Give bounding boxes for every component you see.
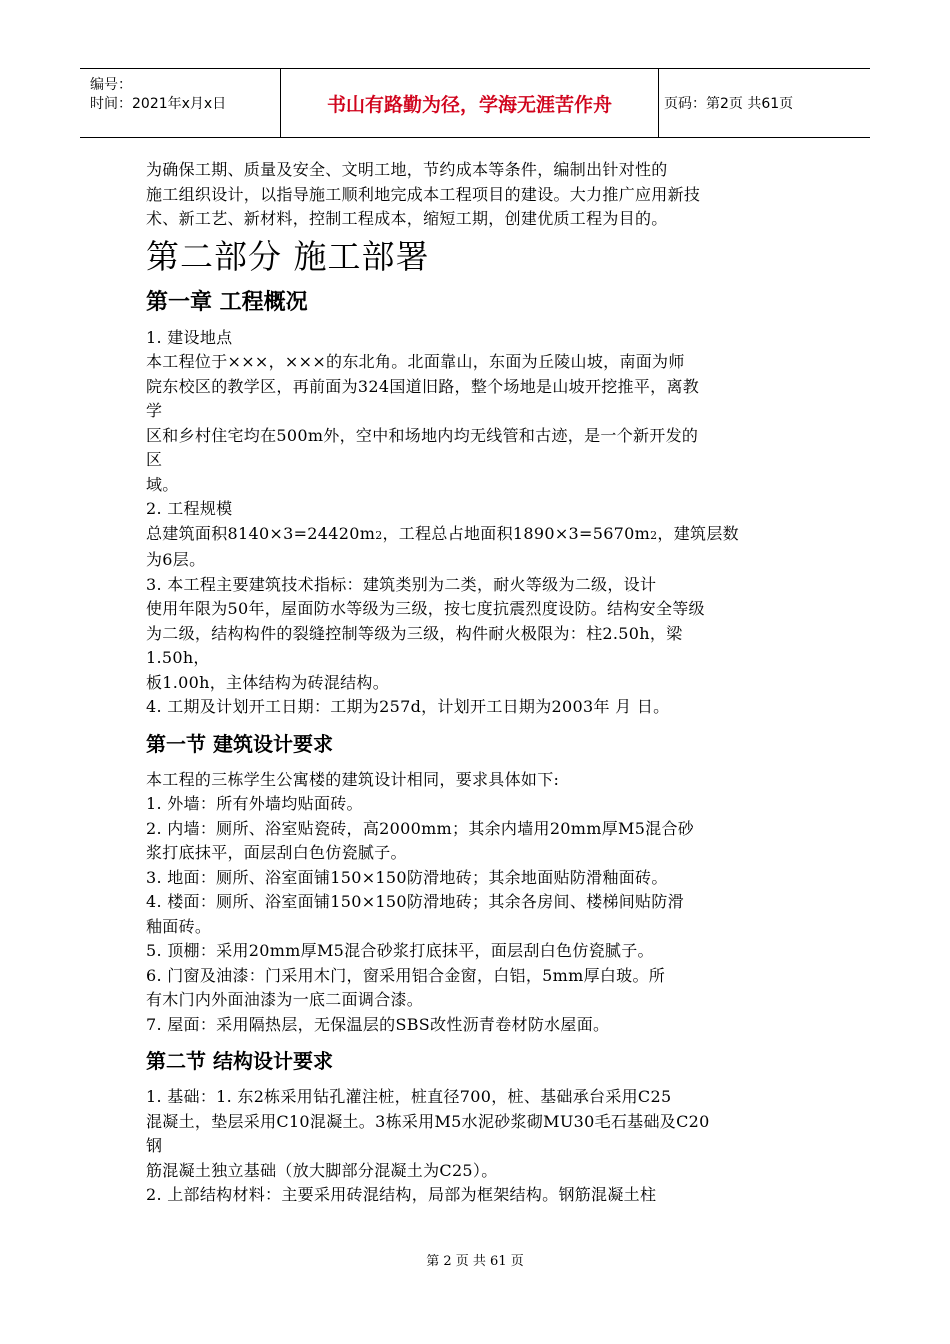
part-title: 第二部分 施工部署 — [146, 236, 430, 276]
intro-line: 施工组织设计，以指导施工顺利地完成本工程项目的建设。大力推广应用新技 — [146, 184, 701, 204]
intro-line: 术、新工艺、新材料，控制工程成本，缩短工期，创建优质工程为目的。 — [146, 209, 668, 228]
overview-line: 使用年限为50年，屋面防水等级为三级，按七度抗震烈度设防。结构安全等级 — [146, 599, 705, 618]
section-line: 7. 屋面：采用隔热层，无保温层的SBS改性沥青卷材防水屋面。 — [146, 1014, 610, 1034]
overview-line: 域。 — [146, 474, 179, 494]
section-line: 釉面砖。 — [146, 916, 212, 936]
section-line: 筋混凝土独立基础（放大脚部分混凝土为C25）。 — [146, 1160, 498, 1180]
section-line: 4. 楼面：厕所、浴室面铺150×150防滑地砖；其余各房间、楼梯间贴防滑 — [146, 892, 684, 911]
area-text: 总建筑面积8140×3=24420m — [146, 523, 376, 543]
section-line: 浆打底抹平，面层刮白色仿瓷腻子。 — [146, 843, 407, 862]
section-line: 6. 门窗及油漆：门采用木门，窗采用铝合金窗，白铝，5mm厚白玻。所 — [146, 965, 666, 985]
section-title: 第一节 建筑设计要求 — [146, 731, 333, 756]
section-line: 5. 顶棚：采用20mm厚M5混合砂浆打底抹平，面层刮白色仿瓷腻子。 — [146, 941, 654, 960]
overview-line: 为二级，结构构件的裂缝控制等级为三级，构件耐火极限为：柱2.50h，梁 — [146, 623, 683, 643]
area-text: ，工程总占地面积1890×3=5670m — [382, 523, 651, 543]
document-number-label: 编号： — [90, 77, 132, 93]
section-line: 有木门内外面油漆为一底二面调合漆。 — [146, 990, 424, 1009]
section-line: 2. 上部结构材料：主要采用砖混结构，局部为框架结构。钢筋混凝土柱 — [146, 1185, 657, 1204]
section-line: 本工程的三栋学生公寓楼的建筑设计相同，要求具体如下: — [146, 769, 560, 789]
overview-line: 本工程位于×××，×××的东北角。北面靠山，东面为丘陵山坡，南面为师 — [146, 352, 685, 371]
section-line: 1. 外墙：所有外墙均贴面砖。 — [146, 794, 363, 813]
header-page-info: 页码：第2页 共61页 — [664, 96, 794, 112]
section-line: 3. 地面：厕所、浴室面铺150×150防滑地砖；其余地面贴防滑釉面砖。 — [146, 867, 668, 887]
overview-line: 1.50h， — [146, 648, 210, 667]
overview-item-title: 1. 建设地点 — [146, 327, 233, 347]
header-meta — [80, 69, 281, 137]
header-motto: 书山有路勤为径，学海无涯苦作舟 — [281, 69, 659, 137]
area-unit-superscript: 2 — [650, 528, 658, 542]
overview-line: 院东校区的教学区，再前面为324国道旧路，整个场地是山坡开挖推平，离教 — [146, 376, 700, 396]
intro-line: 为确保工期、质量及安全、文明工地，节约成本等条件，编制出针对性的 — [146, 160, 668, 179]
overview-line: 学 — [146, 401, 163, 420]
overview-line: 区 — [146, 450, 163, 469]
chapter-title: 第一章 工程概况 — [146, 289, 308, 315]
section-line: 2. 内墙：厕所、浴室贴瓷砖，高2000mm；其余内墙用20mm厚M5混合砂 — [146, 818, 695, 838]
overview-line: 为6层。 — [146, 550, 206, 569]
overview-line: 板1.00h，主体结构为砖混结构。 — [146, 672, 390, 692]
document-body — [146, 158, 806, 1208]
section-line: 钢 — [146, 1136, 163, 1155]
section-line: 1. 基础：1. 东2栋采用钻孔灌注桩，桩直径700，桩、基础承台采用C25 — [146, 1087, 672, 1106]
area-unit-superscript: 2 — [375, 528, 383, 542]
area-text: ，建筑层数 — [657, 523, 739, 543]
page-footer: 第 2 页 共 61 页 — [426, 1254, 524, 1269]
page-header — [80, 68, 870, 138]
overview-item-title: 2. 工程规模 — [146, 499, 233, 518]
section-line: 混凝土，垫层采用C10混凝土。3栋采用M5水泥砂浆砌MU30毛石基础及C20 — [146, 1111, 710, 1131]
overview-line: 区和乡村住宅均在500m外，空中和场地内均无线管和古迹，是一个新开发的 — [146, 425, 699, 445]
overview-line: 4. 工期及计划开工日期：工期为257d，计划开工日期为2003年 月 日。 — [146, 697, 670, 716]
document-date: 时间：2021年x月x日 — [90, 96, 227, 112]
area-line — [146, 522, 806, 549]
overview-line: 3. 本工程主要建筑技术指标：建筑类别为二类，耐火等级为二级，设计 — [146, 574, 657, 594]
section-title: 第二节 结构设计要求 — [146, 1049, 333, 1073]
